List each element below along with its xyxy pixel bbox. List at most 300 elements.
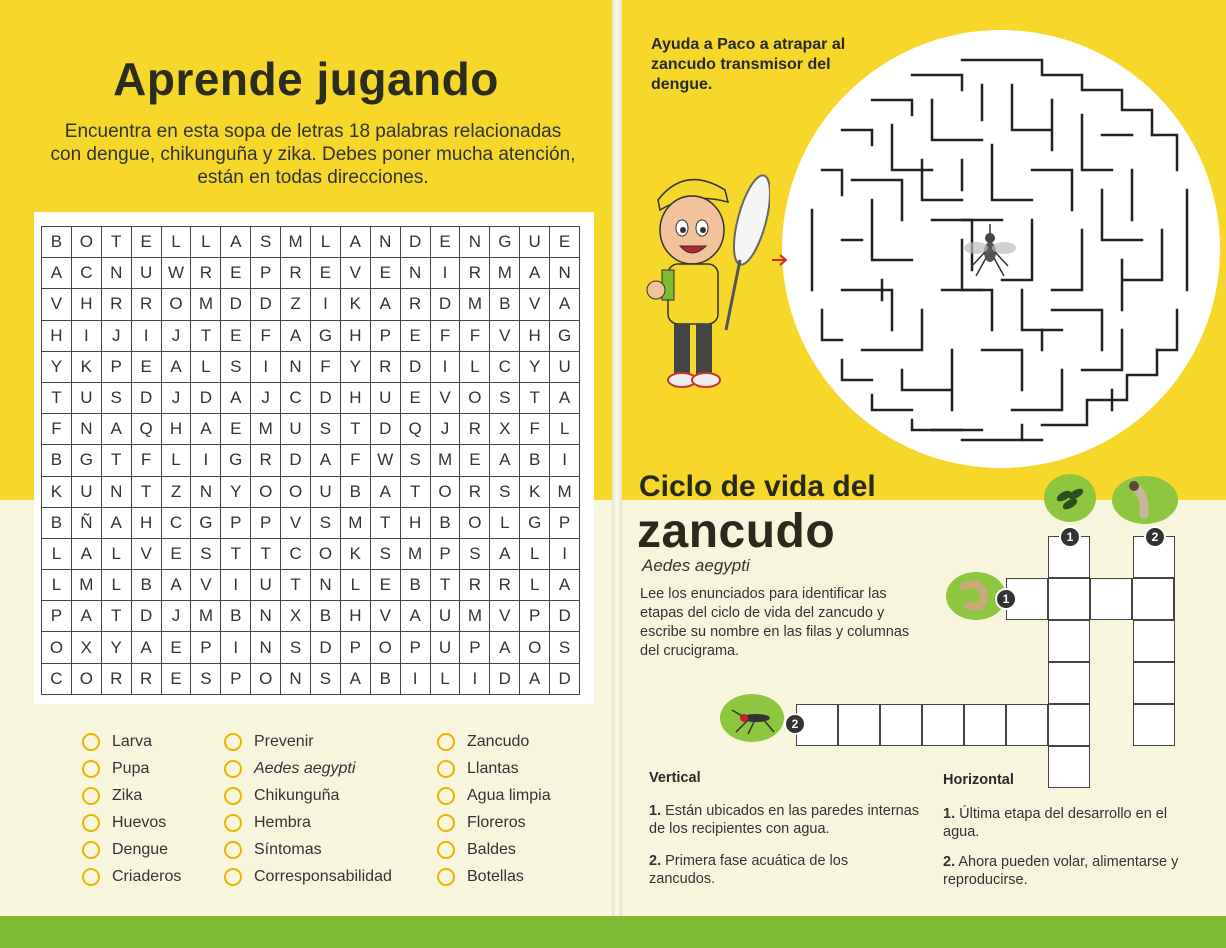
word-search-cell[interactable]: M bbox=[550, 477, 580, 508]
word-search-cell[interactable]: P bbox=[520, 601, 550, 632]
word-search-cell[interactable]: T bbox=[431, 570, 461, 601]
word-search-cell[interactable]: U bbox=[371, 383, 401, 414]
word-search-cell[interactable]: P bbox=[460, 632, 490, 663]
word-search-cell[interactable]: N bbox=[460, 227, 490, 258]
word-search-cell[interactable]: N bbox=[102, 477, 132, 508]
word-search-cell[interactable]: J bbox=[102, 321, 132, 352]
word-search-cell[interactable]: D bbox=[251, 289, 281, 320]
word-search-cell[interactable]: F bbox=[132, 445, 162, 476]
word-search-cell[interactable]: D bbox=[401, 352, 431, 383]
word-list-item[interactable] bbox=[82, 863, 181, 890]
word-search-cell[interactable]: E bbox=[162, 632, 192, 663]
crossword-cell[interactable] bbox=[838, 704, 880, 746]
word-search-cell[interactable]: K bbox=[341, 289, 371, 320]
crossword-cell[interactable] bbox=[964, 704, 1006, 746]
word-search-cell[interactable]: E bbox=[401, 321, 431, 352]
maze[interactable] bbox=[782, 30, 1220, 468]
word-search-cell[interactable]: T bbox=[520, 383, 550, 414]
crossword-cell[interactable] bbox=[1048, 662, 1090, 704]
word-search-cell[interactable]: S bbox=[311, 414, 341, 445]
checkbox-circle-icon[interactable] bbox=[437, 814, 455, 832]
word-search-cell[interactable]: J bbox=[431, 414, 461, 445]
word-search-cell[interactable]: G bbox=[311, 321, 341, 352]
checkbox-circle-icon[interactable] bbox=[82, 733, 100, 751]
word-search-cell[interactable]: V bbox=[42, 289, 72, 320]
word-search-cell[interactable]: S bbox=[251, 227, 281, 258]
word-search-cell[interactable]: V bbox=[341, 258, 371, 289]
word-search-cell[interactable]: D bbox=[371, 414, 401, 445]
word-search-cell[interactable]: F bbox=[251, 321, 281, 352]
word-search-cell[interactable]: M bbox=[191, 601, 221, 632]
word-search-cell[interactable]: A bbox=[191, 414, 221, 445]
word-search-cell[interactable]: U bbox=[281, 414, 311, 445]
word-search-cell[interactable]: D bbox=[132, 601, 162, 632]
word-search-cell[interactable]: W bbox=[371, 445, 401, 476]
crossword-cell[interactable] bbox=[1132, 578, 1174, 620]
word-search-cell[interactable]: R bbox=[460, 258, 490, 289]
word-search-cell[interactable]: J bbox=[162, 601, 192, 632]
word-search-cell[interactable]: A bbox=[281, 321, 311, 352]
word-search-cell[interactable]: B bbox=[371, 664, 401, 695]
word-search-cell[interactable]: J bbox=[162, 321, 192, 352]
crossword-cell[interactable] bbox=[1048, 620, 1090, 662]
word-search-cell[interactable]: T bbox=[132, 477, 162, 508]
word-search-cell[interactable]: F bbox=[42, 414, 72, 445]
word-search-cell[interactable]: B bbox=[520, 445, 550, 476]
crossword-cell[interactable] bbox=[1006, 704, 1048, 746]
word-search-cell[interactable]: V bbox=[490, 601, 520, 632]
word-search-cell[interactable]: T bbox=[221, 539, 251, 570]
crossword-cell[interactable] bbox=[1133, 704, 1175, 746]
word-search-cell[interactable]: U bbox=[431, 601, 461, 632]
word-search-cell[interactable]: O bbox=[72, 664, 102, 695]
word-search-cell[interactable]: S bbox=[490, 383, 520, 414]
word-search-cell[interactable]: B bbox=[42, 508, 72, 539]
word-search-cell[interactable]: M bbox=[251, 414, 281, 445]
word-search-cell[interactable]: O bbox=[251, 477, 281, 508]
crossword-cell[interactable] bbox=[880, 704, 922, 746]
word-search-cell[interactable]: B bbox=[341, 477, 371, 508]
word-search-cell[interactable]: N bbox=[311, 570, 341, 601]
word-search-cell[interactable]: S bbox=[102, 383, 132, 414]
word-search-cell[interactable]: R bbox=[191, 258, 221, 289]
word-search-cell[interactable]: P bbox=[251, 258, 281, 289]
crossword-cell[interactable] bbox=[1090, 578, 1132, 620]
word-search-cell[interactable]: A bbox=[490, 539, 520, 570]
word-search-cell[interactable]: H bbox=[72, 289, 102, 320]
word-search-cell[interactable]: E bbox=[550, 227, 580, 258]
word-search-cell[interactable]: O bbox=[460, 383, 490, 414]
checkbox-circle-icon[interactable] bbox=[437, 733, 455, 751]
word-search-cell[interactable]: A bbox=[311, 445, 341, 476]
checkbox-circle-icon[interactable] bbox=[82, 760, 100, 778]
word-search-cell[interactable]: M bbox=[341, 508, 371, 539]
word-search-cell[interactable]: L bbox=[42, 539, 72, 570]
word-search-cell[interactable]: N bbox=[72, 414, 102, 445]
word-search-cell[interactable]: X bbox=[72, 632, 102, 663]
word-search-cell[interactable]: P bbox=[550, 508, 580, 539]
word-search-cell[interactable]: S bbox=[311, 664, 341, 695]
word-search-cell[interactable]: O bbox=[251, 664, 281, 695]
word-search-cell[interactable]: H bbox=[162, 414, 192, 445]
word-search-cell[interactable]: M bbox=[401, 539, 431, 570]
word-search-cell[interactable]: R bbox=[132, 664, 162, 695]
word-search-cell[interactable]: L bbox=[191, 352, 221, 383]
word-search-cell[interactable]: M bbox=[191, 289, 221, 320]
word-search-cell[interactable]: L bbox=[460, 352, 490, 383]
word-list-item[interactable] bbox=[437, 755, 551, 782]
word-search-cell[interactable]: L bbox=[490, 508, 520, 539]
word-list-item[interactable] bbox=[224, 836, 392, 863]
word-search-cell[interactable]: A bbox=[520, 258, 550, 289]
word-search-cell[interactable]: U bbox=[431, 632, 461, 663]
word-search-cell[interactable]: L bbox=[102, 539, 132, 570]
word-search-cell[interactable]: A bbox=[341, 227, 371, 258]
word-search-cell[interactable]: R bbox=[460, 414, 490, 445]
word-search-cell[interactable]: H bbox=[401, 508, 431, 539]
word-search-cell[interactable]: T bbox=[371, 508, 401, 539]
word-search-cell[interactable]: Y bbox=[102, 632, 132, 663]
word-search-cell[interactable]: J bbox=[162, 383, 192, 414]
word-search-cell[interactable]: C bbox=[490, 352, 520, 383]
word-search-cell[interactable]: V bbox=[431, 383, 461, 414]
word-search-cell[interactable]: P bbox=[191, 632, 221, 663]
word-search-cell[interactable]: A bbox=[162, 352, 192, 383]
word-search-cell[interactable]: U bbox=[311, 477, 341, 508]
word-search-cell[interactable]: T bbox=[191, 321, 221, 352]
word-search-cell[interactable]: V bbox=[371, 601, 401, 632]
word-search-cell[interactable]: V bbox=[132, 539, 162, 570]
word-search-cell[interactable]: O bbox=[311, 539, 341, 570]
word-search-cell[interactable]: T bbox=[102, 445, 132, 476]
word-search-cell[interactable]: A bbox=[221, 227, 251, 258]
word-search-cell[interactable]: L bbox=[162, 445, 192, 476]
word-search-cell[interactable]: P bbox=[251, 508, 281, 539]
word-search-cell[interactable]: S bbox=[311, 508, 341, 539]
word-search-cell[interactable]: A bbox=[401, 601, 431, 632]
word-search-cell[interactable]: E bbox=[132, 227, 162, 258]
crossword-cell[interactable] bbox=[1048, 578, 1090, 620]
word-search-cell[interactable]: A bbox=[490, 632, 520, 663]
checkbox-circle-icon[interactable] bbox=[437, 868, 455, 886]
word-search-cell[interactable]: H bbox=[132, 508, 162, 539]
word-search-cell[interactable]: K bbox=[72, 352, 102, 383]
word-search-cell[interactable]: R bbox=[460, 477, 490, 508]
word-search-cell[interactable]: B bbox=[431, 508, 461, 539]
word-search-cell[interactable]: B bbox=[221, 601, 251, 632]
word-search-cell[interactable]: S bbox=[281, 632, 311, 663]
checkbox-circle-icon[interactable] bbox=[224, 733, 242, 751]
word-search-cell[interactable]: D bbox=[132, 383, 162, 414]
word-search-cell[interactable]: P bbox=[102, 352, 132, 383]
word-search-cell[interactable]: U bbox=[550, 352, 580, 383]
word-search-cell[interactable]: O bbox=[460, 508, 490, 539]
word-search-cell[interactable]: A bbox=[72, 539, 102, 570]
word-search-cell[interactable]: R bbox=[251, 445, 281, 476]
word-search-cell[interactable]: V bbox=[281, 508, 311, 539]
word-search-cell[interactable]: I bbox=[460, 664, 490, 695]
word-list-item[interactable] bbox=[82, 809, 181, 836]
word-search-cell[interactable]: R bbox=[132, 289, 162, 320]
word-list-item[interactable] bbox=[82, 755, 181, 782]
word-search-cell[interactable]: R bbox=[102, 664, 132, 695]
word-search-cell[interactable]: L bbox=[42, 570, 72, 601]
word-search-cell[interactable]: B bbox=[401, 570, 431, 601]
word-search-cell[interactable]: K bbox=[520, 477, 550, 508]
word-search-cell[interactable]: L bbox=[431, 664, 461, 695]
checkbox-circle-icon[interactable] bbox=[82, 787, 100, 805]
word-search-cell[interactable]: C bbox=[281, 539, 311, 570]
word-search-cell[interactable]: V bbox=[490, 321, 520, 352]
word-search-cell[interactable]: T bbox=[281, 570, 311, 601]
word-search-cell[interactable]: R bbox=[281, 258, 311, 289]
word-search-cell[interactable]: L bbox=[550, 414, 580, 445]
word-search-cell[interactable]: N bbox=[102, 258, 132, 289]
word-search-cell[interactable]: B bbox=[132, 570, 162, 601]
word-search-cell[interactable]: V bbox=[520, 289, 550, 320]
word-search-cell[interactable]: L bbox=[311, 227, 341, 258]
word-search-cell[interactable]: G bbox=[191, 508, 221, 539]
word-search-cell[interactable]: H bbox=[520, 321, 550, 352]
word-search-cell[interactable]: G bbox=[490, 227, 520, 258]
word-search-cell[interactable]: N bbox=[251, 601, 281, 632]
word-search-cell[interactable]: K bbox=[341, 539, 371, 570]
word-list-item[interactable] bbox=[437, 836, 551, 863]
word-search-cell[interactable]: P bbox=[341, 632, 371, 663]
word-search-cell[interactable]: I bbox=[311, 289, 341, 320]
word-search-cell[interactable]: H bbox=[341, 601, 371, 632]
word-search-cell[interactable]: I bbox=[221, 632, 251, 663]
word-search-cell[interactable]: P bbox=[42, 601, 72, 632]
word-search-cell[interactable]: U bbox=[520, 227, 550, 258]
word-search-cell[interactable]: G bbox=[72, 445, 102, 476]
word-list-item[interactable] bbox=[437, 728, 551, 755]
word-search-cell[interactable]: C bbox=[72, 258, 102, 289]
word-search-cell[interactable]: C bbox=[162, 508, 192, 539]
word-search-cell[interactable]: T bbox=[102, 601, 132, 632]
word-search-cell[interactable]: M bbox=[281, 227, 311, 258]
word-search-cell[interactable]: M bbox=[490, 258, 520, 289]
word-search-cell[interactable]: Q bbox=[132, 414, 162, 445]
word-search-cell[interactable]: A bbox=[371, 477, 401, 508]
word-search-cell[interactable]: D bbox=[401, 227, 431, 258]
word-search-cell[interactable]: T bbox=[42, 383, 72, 414]
word-search-cell[interactable]: G bbox=[550, 321, 580, 352]
word-search-cell[interactable]: S bbox=[490, 477, 520, 508]
word-search-cell[interactable]: Y bbox=[42, 352, 72, 383]
word-search-cell[interactable]: A bbox=[132, 632, 162, 663]
word-search-cell[interactable]: F bbox=[520, 414, 550, 445]
word-search-cell[interactable]: B bbox=[311, 601, 341, 632]
word-search-cell[interactable]: I bbox=[431, 258, 461, 289]
crossword-cell[interactable] bbox=[922, 704, 964, 746]
word-search-cell[interactable]: D bbox=[550, 601, 580, 632]
word-list-item[interactable] bbox=[437, 782, 551, 809]
word-search-cell[interactable]: I bbox=[550, 445, 580, 476]
word-search-cell[interactable]: A bbox=[162, 570, 192, 601]
word-search-cell[interactable]: N bbox=[371, 227, 401, 258]
word-search-cell[interactable]: I bbox=[72, 321, 102, 352]
word-search-cell[interactable]: S bbox=[221, 352, 251, 383]
word-search-cell[interactable]: A bbox=[550, 383, 580, 414]
word-search-cell[interactable]: C bbox=[281, 383, 311, 414]
word-search-cell[interactable]: N bbox=[251, 632, 281, 663]
word-search-cell[interactable]: B bbox=[490, 289, 520, 320]
word-search-cell[interactable]: N bbox=[550, 258, 580, 289]
word-search-cell[interactable]: A bbox=[341, 664, 371, 695]
word-search-cell[interactable]: I bbox=[132, 321, 162, 352]
word-search-cell[interactable]: R bbox=[102, 289, 132, 320]
word-search-cell[interactable]: D bbox=[311, 383, 341, 414]
word-search-cell[interactable]: E bbox=[221, 321, 251, 352]
word-search-cell[interactable]: L bbox=[162, 227, 192, 258]
word-search-cell[interactable]: X bbox=[490, 414, 520, 445]
word-search-cell[interactable]: D bbox=[281, 445, 311, 476]
word-list-item[interactable] bbox=[82, 836, 181, 863]
word-search-cell[interactable]: U bbox=[132, 258, 162, 289]
word-search-cell[interactable]: A bbox=[221, 383, 251, 414]
word-search-cell[interactable]: L bbox=[191, 227, 221, 258]
word-list-item[interactable] bbox=[224, 782, 392, 809]
word-search-cell[interactable]: J bbox=[251, 383, 281, 414]
word-search-cell[interactable]: W bbox=[162, 258, 192, 289]
word-search-cell[interactable]: E bbox=[221, 414, 251, 445]
word-search-cell[interactable]: A bbox=[72, 601, 102, 632]
word-search-cell[interactable]: M bbox=[460, 601, 490, 632]
checkbox-circle-icon[interactable] bbox=[82, 868, 100, 886]
word-search-cell[interactable]: H bbox=[341, 383, 371, 414]
checkbox-circle-icon[interactable] bbox=[82, 814, 100, 832]
word-search-cell[interactable]: G bbox=[221, 445, 251, 476]
word-list-item[interactable] bbox=[437, 863, 551, 890]
word-search-cell[interactable]: N bbox=[281, 352, 311, 383]
word-search-cell[interactable]: E bbox=[431, 227, 461, 258]
word-search-cell[interactable]: N bbox=[401, 258, 431, 289]
word-search-cell[interactable]: N bbox=[281, 664, 311, 695]
word-search-cell[interactable]: D bbox=[311, 632, 341, 663]
word-search-cell[interactable]: H bbox=[341, 321, 371, 352]
word-search-cell[interactable]: F bbox=[460, 321, 490, 352]
word-search-cell[interactable]: Y bbox=[221, 477, 251, 508]
word-search-cell[interactable]: P bbox=[401, 632, 431, 663]
word-search-cell[interactable]: E bbox=[162, 539, 192, 570]
word-search-cell[interactable]: Y bbox=[341, 352, 371, 383]
word-search-cell[interactable]: E bbox=[371, 570, 401, 601]
word-search-cell[interactable]: A bbox=[490, 445, 520, 476]
word-search-cell[interactable]: Q bbox=[401, 414, 431, 445]
word-search-cell[interactable]: O bbox=[371, 632, 401, 663]
word-search-cell[interactable]: I bbox=[221, 570, 251, 601]
word-search-cell[interactable]: A bbox=[102, 414, 132, 445]
crossword-cell[interactable] bbox=[1133, 662, 1175, 704]
checkbox-circle-icon[interactable] bbox=[224, 868, 242, 886]
word-search-cell[interactable]: M bbox=[72, 570, 102, 601]
checkbox-circle-icon[interactable] bbox=[224, 760, 242, 778]
word-search-cell[interactable]: R bbox=[490, 570, 520, 601]
word-search-cell[interactable]: D bbox=[431, 289, 461, 320]
word-search-cell[interactable]: O bbox=[42, 632, 72, 663]
word-search-cell[interactable]: F bbox=[431, 321, 461, 352]
word-search-cell[interactable]: Z bbox=[162, 477, 192, 508]
word-list-item[interactable] bbox=[224, 863, 392, 890]
word-search-cell[interactable]: S bbox=[550, 632, 580, 663]
word-search-cell[interactable]: P bbox=[431, 539, 461, 570]
word-search-cell[interactable]: B bbox=[42, 445, 72, 476]
word-search-cell[interactable]: A bbox=[550, 289, 580, 320]
word-search-cell[interactable]: Ñ bbox=[72, 508, 102, 539]
word-search-cell[interactable]: U bbox=[251, 570, 281, 601]
word-search-cell[interactable]: B bbox=[42, 227, 72, 258]
word-search-cell[interactable]: L bbox=[341, 570, 371, 601]
word-search-cell[interactable]: U bbox=[72, 383, 102, 414]
word-search-cell[interactable]: O bbox=[162, 289, 192, 320]
word-search-cell[interactable]: E bbox=[132, 352, 162, 383]
word-search-cell[interactable]: R bbox=[460, 570, 490, 601]
word-search-grid[interactable] bbox=[41, 226, 580, 695]
word-search-cell[interactable]: K bbox=[42, 477, 72, 508]
word-search-cell[interactable]: X bbox=[281, 601, 311, 632]
word-list-item[interactable] bbox=[224, 809, 392, 836]
checkbox-circle-icon[interactable] bbox=[437, 760, 455, 778]
word-search-cell[interactable]: I bbox=[550, 539, 580, 570]
word-search-cell[interactable]: H bbox=[42, 321, 72, 352]
word-search-cell[interactable]: Z bbox=[281, 289, 311, 320]
word-search-cell[interactable]: R bbox=[401, 289, 431, 320]
word-search-cell[interactable]: M bbox=[431, 445, 461, 476]
word-search-cell[interactable]: C bbox=[42, 664, 72, 695]
word-search-cell[interactable]: I bbox=[401, 664, 431, 695]
word-search-cell[interactable]: E bbox=[221, 258, 251, 289]
word-search-cell[interactable]: E bbox=[460, 445, 490, 476]
word-search-cell[interactable]: S bbox=[191, 664, 221, 695]
crossword-cell[interactable] bbox=[1048, 746, 1090, 788]
word-search-cell[interactable]: D bbox=[490, 664, 520, 695]
word-search-cell[interactable]: A bbox=[520, 664, 550, 695]
word-search-cell[interactable]: T bbox=[102, 227, 132, 258]
word-search-cell[interactable]: O bbox=[72, 227, 102, 258]
word-search-cell[interactable]: S bbox=[191, 539, 221, 570]
word-list-item[interactable] bbox=[82, 782, 181, 809]
checkbox-circle-icon[interactable] bbox=[437, 841, 455, 859]
word-search-cell[interactable]: F bbox=[341, 445, 371, 476]
word-search-cell[interactable]: D bbox=[550, 664, 580, 695]
word-search-cell[interactable]: O bbox=[281, 477, 311, 508]
word-search-cell[interactable]: L bbox=[520, 539, 550, 570]
word-search-cell[interactable]: E bbox=[371, 258, 401, 289]
word-search-cell[interactable]: S bbox=[460, 539, 490, 570]
word-search-cell[interactable]: P bbox=[221, 508, 251, 539]
word-search-cell[interactable]: U bbox=[72, 477, 102, 508]
word-search-cell[interactable]: Y bbox=[520, 352, 550, 383]
word-list-item[interactable] bbox=[224, 755, 392, 782]
word-list-item[interactable] bbox=[224, 728, 392, 755]
word-search-cell[interactable]: A bbox=[42, 258, 72, 289]
word-search-cell[interactable]: E bbox=[401, 383, 431, 414]
word-search-cell[interactable]: V bbox=[191, 570, 221, 601]
word-search-cell[interactable]: S bbox=[401, 445, 431, 476]
word-search-cell[interactable]: D bbox=[221, 289, 251, 320]
word-search-cell[interactable]: R bbox=[371, 352, 401, 383]
word-search-cell[interactable]: I bbox=[191, 445, 221, 476]
checkbox-circle-icon[interactable] bbox=[224, 814, 242, 832]
word-search-cell[interactable]: L bbox=[520, 570, 550, 601]
checkbox-circle-icon[interactable] bbox=[224, 787, 242, 805]
word-search-cell[interactable]: M bbox=[460, 289, 490, 320]
checkbox-circle-icon[interactable] bbox=[437, 787, 455, 805]
word-search-cell[interactable]: P bbox=[221, 664, 251, 695]
word-search-cell[interactable]: O bbox=[431, 477, 461, 508]
word-search-cell[interactable]: O bbox=[520, 632, 550, 663]
